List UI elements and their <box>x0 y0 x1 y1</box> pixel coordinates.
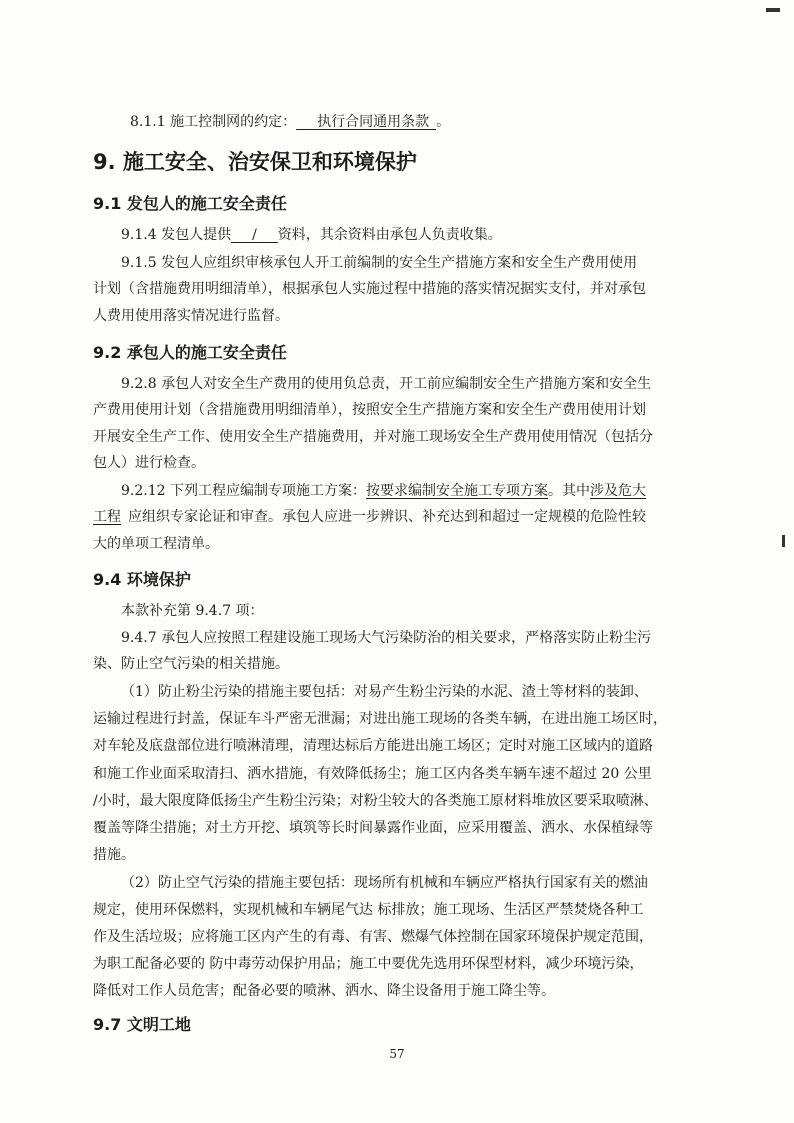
clause-9-2-8-line: 9.2.8 承包人对安全生产费用的使用负总责，开工前应编制安全生产措施方案和安全生 <box>121 376 652 392</box>
heading-9-4: 9.4 环境保护 <box>93 570 191 589</box>
clause-9-2-8-line: 开展安全生产工作、使用安全生产措施费用，并对施工现场安全生产费用使用情况（包括分 <box>93 429 653 445</box>
clause-9-1-5-line: 9.1.5 发包人应组织审核承包人开工前编制的安全生产措施方案和安全生产费用使用 <box>121 255 638 271</box>
air-measures-line: 为职工配备必要的 防中毒劳动保护用品；施工中要优先选用环保型材料，减少环境污染， <box>93 956 644 972</box>
air-measures-line: 降低对工作人员危害；配备必要的喷淋、洒水、降尘设备用于施工降尘等。 <box>93 983 555 999</box>
page-number: 57 <box>389 1047 405 1061</box>
underlined-value: 执行合同通用条款 <box>317 114 430 130</box>
heading-9-7: 9.7 文明工地 <box>93 1015 191 1034</box>
clause-9-2-12: 9.2.12 下列工程应编制专项施工方案：按要求编制安全施工专项方案。其中涉及危大 <box>121 483 646 499</box>
clause-9-2-8-line: 包人）进行检查。 <box>93 455 205 471</box>
clause-9-4-7-line: 9.4.7 承包人应按照工程建设施工现场大气污染防治的相关要求，严格落实防止粉尘污 <box>121 630 652 646</box>
clause-8-1-1: 8.1.1 施工控制网的约定： 执行合同通用条款 。 <box>130 114 451 130</box>
clause-9-1-4: 9.1.4 发包人提供 / 资料，其余资料由承包人负责收集。 <box>121 227 502 243</box>
air-measures-line: 规定，使用环保燃料，实现机械和车辆尾气达 标排放；施工现场、生活区严禁焚烧各种工 <box>93 902 644 918</box>
clause-9-2-12-line: 工程 应组织专家论证和审查。承包人应进一步辨识、补充达到和超过一定规模的危险性较 <box>93 509 646 525</box>
dust-measures-line: 覆盖等降尘措施；对土方开挖、填筑等长时间暴露作业面，应采用覆盖、洒水、水保植绿等 <box>93 820 653 836</box>
dust-measures-line: 运输过程进行封盖，保证车斗严密无泄漏；对进出施工现场的各类车辆，在进出施工场区时， <box>93 711 667 727</box>
heading-9-1: 9.1 发包人的施工安全责任 <box>93 194 287 213</box>
dust-measures-line: （1）防止粉尘污染的措施主要包括：对易产生粉尘污染的水泥、渣土等材料的装卸、 <box>121 684 648 700</box>
scan-edge-mark <box>782 535 785 547</box>
clause-9-1-5-line: 计划（含措施费用明细清单），根据承包人实施过程中措施的落实情况据实支付，并对承包 <box>93 281 646 297</box>
section-heading-9: 9. 施工安全、治安保卫和环境保护 <box>93 150 417 174</box>
dust-measures-line: 和施工作业面采取清扫、洒水措施，有效降低扬尘；施工区内各类车辆车速不超过 20 公里 <box>93 766 652 782</box>
clause-9-2-8-line: 产费用使用计划（含措施费用明细清单），按照安全生产措施方案和安全生产费用使用计划 <box>93 402 646 418</box>
scan-edge-mark <box>766 8 780 12</box>
dust-measures-line: /小时，最大限度降低扬尘产生粉尘污染；对粉尘较大的各类施工原材料堆放区要采取喷淋、 <box>93 793 658 809</box>
heading-9-2: 9.2 承包人的施工安全责任 <box>93 343 287 362</box>
dust-measures-line: 措施。 <box>93 847 135 863</box>
dust-measures-line: 对车轮及底盘部位进行喷淋清理，清理达标后方能进出施工场区；定时对施工区域内的道路 <box>93 738 653 754</box>
underlined-value: / <box>252 227 257 243</box>
clause-9-2-12-line: 大的单项工程清单。 <box>93 536 219 552</box>
clause-9-1-5-line: 人费用使用落实情况进行监督。 <box>93 308 289 324</box>
air-measures-line: （2）防止空气污染的措施主要包括：现场所有机械和车辆应严格执行国家有关的燃油 <box>121 875 648 891</box>
air-measures-line: 作及生活垃圾；应将施工区内产生的有毒、有害、燃爆气体控制在国家环境保护规定范围， <box>93 929 653 945</box>
supplement-note: 本款补充第 9.4.7 项： <box>121 603 264 619</box>
clause-9-4-7-line: 染、防止空气污染的相关措施。 <box>93 656 289 672</box>
